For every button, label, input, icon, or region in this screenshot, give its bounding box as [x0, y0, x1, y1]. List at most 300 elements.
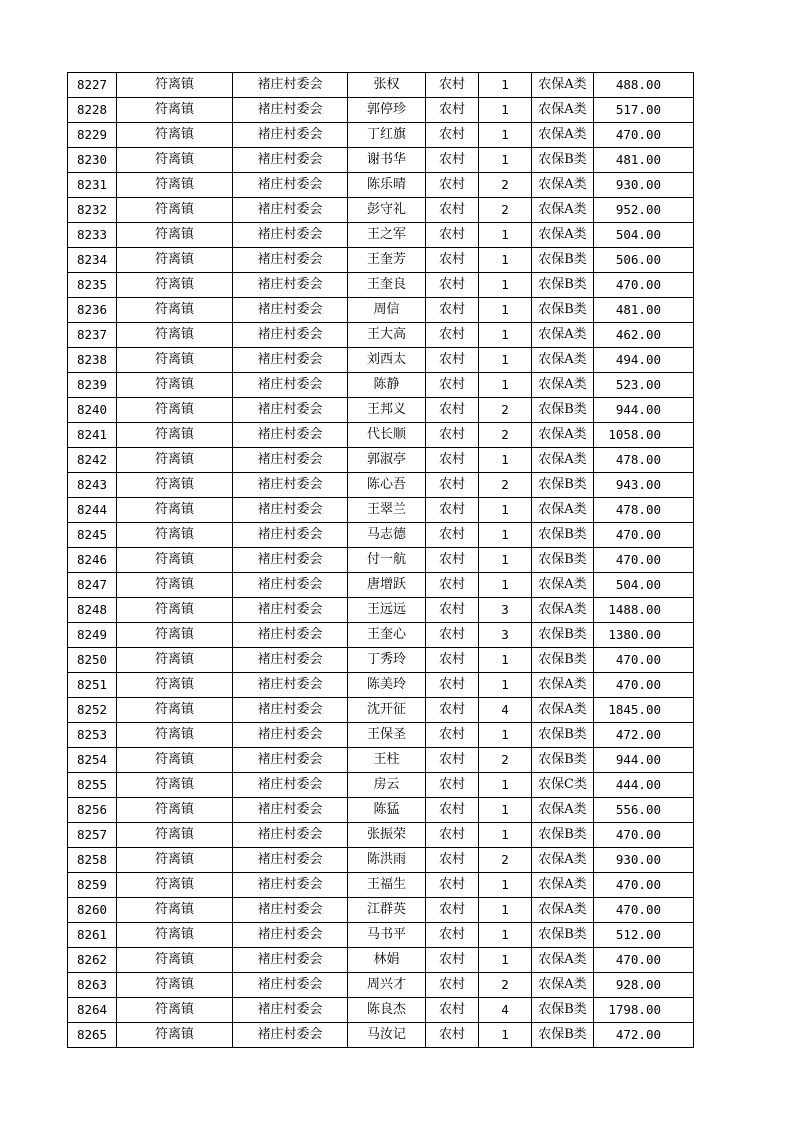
table-row: [68, 448, 694, 473]
village-cell: 褚庄村委会: [233, 823, 348, 848]
amount-cell: 481.00: [594, 298, 694, 323]
insurance-category-cell: 农保B类: [532, 148, 594, 173]
town-cell: 符离镇: [117, 948, 233, 973]
insurance-category-cell: 农保B类: [532, 823, 594, 848]
insurance-category-cell: 农保A类: [532, 898, 594, 923]
insurance-category-cell: 农保A类: [532, 373, 594, 398]
village-cell: 褚庄村委会: [233, 848, 348, 873]
village-cell: 褚庄村委会: [233, 298, 348, 323]
row-id-cell: 8260: [68, 898, 117, 923]
household-count-cell: 1: [479, 323, 532, 348]
row-id-cell: 8256: [68, 798, 117, 823]
village-cell: 褚庄村委会: [233, 873, 348, 898]
area-type-cell: 农村: [426, 473, 479, 498]
insurance-category-cell: 农保A类: [532, 848, 594, 873]
row-id-cell: 8264: [68, 998, 117, 1023]
insurance-category-cell: 农保B类: [532, 248, 594, 273]
area-type-cell: 农村: [426, 73, 479, 98]
area-type-cell: 农村: [426, 998, 479, 1023]
amount-cell: 523.00: [594, 373, 694, 398]
row-id-cell: 8238: [68, 348, 117, 373]
insurance-category-cell: 农保A类: [532, 698, 594, 723]
town-cell: 符离镇: [117, 698, 233, 723]
amount-cell: 494.00: [594, 348, 694, 373]
person-name-cell: 马书平: [348, 923, 426, 948]
area-type-cell: 农村: [426, 373, 479, 398]
insurance-category-cell: 农保A类: [532, 448, 594, 473]
table-row: [68, 773, 694, 798]
insurance-category-cell: 农保B类: [532, 523, 594, 548]
person-name-cell: 林娟: [348, 948, 426, 973]
person-name-cell: 付一航: [348, 548, 426, 573]
amount-cell: 470.00: [594, 873, 694, 898]
amount-cell: 944.00: [594, 398, 694, 423]
village-cell: 褚庄村委会: [233, 773, 348, 798]
amount-cell: 556.00: [594, 798, 694, 823]
household-count-cell: 1: [479, 373, 532, 398]
area-type-cell: 农村: [426, 148, 479, 173]
table-row: [68, 573, 694, 598]
town-cell: 符离镇: [117, 98, 233, 123]
insurance-category-cell: 农保A类: [532, 498, 594, 523]
household-count-cell: 2: [479, 398, 532, 423]
table-row: [68, 823, 694, 848]
amount-cell: 488.00: [594, 73, 694, 98]
table-row: [68, 73, 694, 98]
area-type-cell: 农村: [426, 923, 479, 948]
town-cell: 符离镇: [117, 623, 233, 648]
village-cell: 褚庄村委会: [233, 698, 348, 723]
table-row: [68, 598, 694, 623]
amount-cell: 470.00: [594, 273, 694, 298]
village-cell: 褚庄村委会: [233, 648, 348, 673]
amount-cell: 470.00: [594, 648, 694, 673]
area-type-cell: 农村: [426, 123, 479, 148]
table-row: [68, 948, 694, 973]
table-row: [68, 923, 694, 948]
town-cell: 符离镇: [117, 973, 233, 998]
household-count-cell: 2: [479, 423, 532, 448]
village-cell: 褚庄村委会: [233, 673, 348, 698]
town-cell: 符离镇: [117, 223, 233, 248]
town-cell: 符离镇: [117, 598, 233, 623]
row-id-cell: 8229: [68, 123, 117, 148]
person-name-cell: 谢书华: [348, 148, 426, 173]
row-id-cell: 8243: [68, 473, 117, 498]
town-cell: 符离镇: [117, 1023, 233, 1048]
amount-cell: 517.00: [594, 98, 694, 123]
row-id-cell: 8250: [68, 648, 117, 673]
town-cell: 符离镇: [117, 348, 233, 373]
amount-cell: 478.00: [594, 498, 694, 523]
amount-cell: 944.00: [594, 748, 694, 773]
table-row: [68, 498, 694, 523]
amount-cell: 472.00: [594, 1023, 694, 1048]
person-name-cell: 陈美玲: [348, 673, 426, 698]
town-cell: 符离镇: [117, 673, 233, 698]
village-cell: 褚庄村委会: [233, 248, 348, 273]
table-row: [68, 348, 694, 373]
household-count-cell: 2: [479, 173, 532, 198]
household-count-cell: 2: [479, 748, 532, 773]
household-count-cell: 1: [479, 73, 532, 98]
row-id-cell: 8230: [68, 148, 117, 173]
town-cell: 符离镇: [117, 298, 233, 323]
town-cell: 符离镇: [117, 923, 233, 948]
area-type-cell: 农村: [426, 548, 479, 573]
person-name-cell: 王柱: [348, 748, 426, 773]
area-type-cell: 农村: [426, 223, 479, 248]
table-row: [68, 973, 694, 998]
table-row: [68, 1023, 694, 1048]
amount-cell: 472.00: [594, 723, 694, 748]
town-cell: 符离镇: [117, 998, 233, 1023]
town-cell: 符离镇: [117, 73, 233, 98]
household-count-cell: 1: [479, 898, 532, 923]
benefit-table: [67, 72, 694, 1048]
amount-cell: 481.00: [594, 148, 694, 173]
town-cell: 符离镇: [117, 723, 233, 748]
amount-cell: 930.00: [594, 848, 694, 873]
insurance-category-cell: 农保B类: [532, 998, 594, 1023]
town-cell: 符离镇: [117, 248, 233, 273]
insurance-category-cell: 农保A类: [532, 673, 594, 698]
village-cell: 褚庄村委会: [233, 798, 348, 823]
village-cell: 褚庄村委会: [233, 123, 348, 148]
person-name-cell: 张振荣: [348, 823, 426, 848]
amount-cell: 1845.00: [594, 698, 694, 723]
town-cell: 符离镇: [117, 648, 233, 673]
area-type-cell: 农村: [426, 773, 479, 798]
household-count-cell: 1: [479, 773, 532, 798]
row-id-cell: 8259: [68, 873, 117, 898]
area-type-cell: 农村: [426, 323, 479, 348]
insurance-category-cell: 农保B类: [532, 1023, 594, 1048]
table-row: [68, 473, 694, 498]
village-cell: 褚庄村委会: [233, 623, 348, 648]
table-row: [68, 798, 694, 823]
row-id-cell: 8261: [68, 923, 117, 948]
table-row: [68, 898, 694, 923]
area-type-cell: 农村: [426, 248, 479, 273]
table-row: [68, 398, 694, 423]
village-cell: 褚庄村委会: [233, 223, 348, 248]
household-count-cell: 1: [479, 123, 532, 148]
table-row: [68, 673, 694, 698]
person-name-cell: 王奎芳: [348, 248, 426, 273]
area-type-cell: 农村: [426, 648, 479, 673]
insurance-category-cell: 农保B类: [532, 623, 594, 648]
amount-cell: 1798.00: [594, 998, 694, 1023]
row-id-cell: 8265: [68, 1023, 117, 1048]
row-id-cell: 8242: [68, 448, 117, 473]
town-cell: 符离镇: [117, 798, 233, 823]
table-row: [68, 648, 694, 673]
area-type-cell: 农村: [426, 498, 479, 523]
amount-cell: 470.00: [594, 123, 694, 148]
table-row: [68, 723, 694, 748]
area-type-cell: 农村: [426, 798, 479, 823]
row-id-cell: 8240: [68, 398, 117, 423]
insurance-category-cell: 农保A类: [532, 173, 594, 198]
household-count-cell: 1: [479, 273, 532, 298]
town-cell: 符离镇: [117, 848, 233, 873]
area-type-cell: 农村: [426, 348, 479, 373]
village-cell: 褚庄村委会: [233, 598, 348, 623]
area-type-cell: 农村: [426, 698, 479, 723]
person-name-cell: 王大高: [348, 323, 426, 348]
area-type-cell: 农村: [426, 423, 479, 448]
person-name-cell: 郭停珍: [348, 98, 426, 123]
area-type-cell: 农村: [426, 173, 479, 198]
area-type-cell: 农村: [426, 523, 479, 548]
insurance-category-cell: 农保A类: [532, 948, 594, 973]
table-row: [68, 98, 694, 123]
amount-cell: 1488.00: [594, 598, 694, 623]
area-type-cell: 农村: [426, 398, 479, 423]
village-cell: 褚庄村委会: [233, 323, 348, 348]
household-count-cell: 3: [479, 623, 532, 648]
row-id-cell: 8252: [68, 698, 117, 723]
table-row: [68, 373, 694, 398]
village-cell: 褚庄村委会: [233, 523, 348, 548]
household-count-cell: 1: [479, 448, 532, 473]
amount-cell: 504.00: [594, 573, 694, 598]
person-name-cell: 丁红旗: [348, 123, 426, 148]
town-cell: 符离镇: [117, 398, 233, 423]
household-count-cell: 1: [479, 1023, 532, 1048]
table-row: [68, 423, 694, 448]
household-count-cell: 1: [479, 348, 532, 373]
area-type-cell: 农村: [426, 973, 479, 998]
village-cell: 褚庄村委会: [233, 998, 348, 1023]
table-row: [68, 148, 694, 173]
area-type-cell: 农村: [426, 723, 479, 748]
amount-cell: 470.00: [594, 948, 694, 973]
person-name-cell: 王奎良: [348, 273, 426, 298]
amount-cell: 470.00: [594, 898, 694, 923]
town-cell: 符离镇: [117, 823, 233, 848]
area-type-cell: 农村: [426, 573, 479, 598]
person-name-cell: 王保圣: [348, 723, 426, 748]
row-id-cell: 8236: [68, 298, 117, 323]
table-row: [68, 998, 694, 1023]
row-id-cell: 8233: [68, 223, 117, 248]
household-count-cell: 1: [479, 823, 532, 848]
area-type-cell: 农村: [426, 673, 479, 698]
row-id-cell: 8254: [68, 748, 117, 773]
village-cell: 褚庄村委会: [233, 948, 348, 973]
household-count-cell: 4: [479, 998, 532, 1023]
household-count-cell: 1: [479, 248, 532, 273]
town-cell: 符离镇: [117, 898, 233, 923]
village-cell: 褚庄村委会: [233, 448, 348, 473]
row-id-cell: 8232: [68, 198, 117, 223]
household-count-cell: 4: [479, 698, 532, 723]
amount-cell: 930.00: [594, 173, 694, 198]
insurance-category-cell: 农保C类: [532, 773, 594, 798]
town-cell: 符离镇: [117, 273, 233, 298]
table-row: [68, 223, 694, 248]
area-type-cell: 农村: [426, 298, 479, 323]
area-type-cell: 农村: [426, 598, 479, 623]
person-name-cell: 刘西太: [348, 348, 426, 373]
area-type-cell: 农村: [426, 198, 479, 223]
row-id-cell: 8258: [68, 848, 117, 873]
household-count-cell: 1: [479, 223, 532, 248]
row-id-cell: 8245: [68, 523, 117, 548]
row-id-cell: 8255: [68, 773, 117, 798]
household-count-cell: 3: [479, 598, 532, 623]
row-id-cell: 8241: [68, 423, 117, 448]
village-cell: 褚庄村委会: [233, 748, 348, 773]
row-id-cell: 8251: [68, 673, 117, 698]
person-name-cell: 丁秀玲: [348, 648, 426, 673]
row-id-cell: 8247: [68, 573, 117, 598]
table-row: [68, 848, 694, 873]
household-count-cell: 2: [479, 473, 532, 498]
row-id-cell: 8246: [68, 548, 117, 573]
row-id-cell: 8231: [68, 173, 117, 198]
household-count-cell: 1: [479, 573, 532, 598]
amount-cell: 943.00: [594, 473, 694, 498]
town-cell: 符离镇: [117, 198, 233, 223]
person-name-cell: 马汝记: [348, 1023, 426, 1048]
area-type-cell: 农村: [426, 823, 479, 848]
area-type-cell: 农村: [426, 273, 479, 298]
insurance-category-cell: 农保A类: [532, 348, 594, 373]
person-name-cell: 王之军: [348, 223, 426, 248]
insurance-category-cell: 农保A类: [532, 98, 594, 123]
row-id-cell: 8235: [68, 273, 117, 298]
town-cell: 符离镇: [117, 373, 233, 398]
household-count-cell: 2: [479, 848, 532, 873]
insurance-category-cell: 农保A类: [532, 973, 594, 998]
town-cell: 符离镇: [117, 423, 233, 448]
village-cell: 褚庄村委会: [233, 723, 348, 748]
household-count-cell: 1: [479, 548, 532, 573]
area-type-cell: 农村: [426, 873, 479, 898]
table-row: [68, 298, 694, 323]
insurance-category-cell: 农保A类: [532, 598, 594, 623]
table-row: [68, 748, 694, 773]
village-cell: 褚庄村委会: [233, 198, 348, 223]
household-count-cell: 2: [479, 198, 532, 223]
village-cell: 褚庄村委会: [233, 898, 348, 923]
area-type-cell: 农村: [426, 948, 479, 973]
insurance-category-cell: 农保A类: [532, 423, 594, 448]
person-name-cell: 郭淑亭: [348, 448, 426, 473]
amount-cell: 470.00: [594, 523, 694, 548]
person-name-cell: 周信: [348, 298, 426, 323]
household-count-cell: 1: [479, 523, 532, 548]
person-name-cell: 江群英: [348, 898, 426, 923]
insurance-category-cell: 农保B类: [532, 398, 594, 423]
amount-cell: 504.00: [594, 223, 694, 248]
area-type-cell: 农村: [426, 898, 479, 923]
insurance-category-cell: 农保B类: [532, 473, 594, 498]
household-count-cell: 1: [479, 873, 532, 898]
insurance-category-cell: 农保B类: [532, 748, 594, 773]
table-row: [68, 523, 694, 548]
town-cell: 符离镇: [117, 498, 233, 523]
person-name-cell: 陈洪雨: [348, 848, 426, 873]
amount-cell: 470.00: [594, 548, 694, 573]
person-name-cell: 周兴才: [348, 973, 426, 998]
area-type-cell: 农村: [426, 748, 479, 773]
person-name-cell: 陈心吾: [348, 473, 426, 498]
household-count-cell: 1: [479, 948, 532, 973]
insurance-category-cell: 农保A类: [532, 798, 594, 823]
table-row: [68, 623, 694, 648]
insurance-category-cell: 农保A类: [532, 573, 594, 598]
town-cell: 符离镇: [117, 173, 233, 198]
table-row: [68, 323, 694, 348]
table-row: [68, 173, 694, 198]
village-cell: 褚庄村委会: [233, 148, 348, 173]
person-name-cell: 陈良杰: [348, 998, 426, 1023]
amount-cell: 928.00: [594, 973, 694, 998]
town-cell: 符离镇: [117, 323, 233, 348]
row-id-cell: 8237: [68, 323, 117, 348]
insurance-category-cell: 农保B类: [532, 723, 594, 748]
village-cell: 褚庄村委会: [233, 548, 348, 573]
person-name-cell: 王远远: [348, 598, 426, 623]
person-name-cell: 陈静: [348, 373, 426, 398]
village-cell: 褚庄村委会: [233, 373, 348, 398]
household-count-cell: 1: [479, 798, 532, 823]
household-count-cell: 1: [479, 298, 532, 323]
row-id-cell: 8262: [68, 948, 117, 973]
insurance-category-cell: 农保A类: [532, 323, 594, 348]
town-cell: 符离镇: [117, 773, 233, 798]
person-name-cell: 彭守礼: [348, 198, 426, 223]
insurance-category-cell: 农保A类: [532, 873, 594, 898]
row-id-cell: 8257: [68, 823, 117, 848]
amount-cell: 952.00: [594, 198, 694, 223]
amount-cell: 1058.00: [594, 423, 694, 448]
person-name-cell: 王福生: [348, 873, 426, 898]
person-name-cell: 王翠兰: [348, 498, 426, 523]
person-name-cell: 唐增跃: [348, 573, 426, 598]
amount-cell: 1380.00: [594, 623, 694, 648]
town-cell: 符离镇: [117, 573, 233, 598]
household-count-cell: 1: [479, 673, 532, 698]
household-count-cell: 1: [479, 648, 532, 673]
insurance-category-cell: 农保B类: [532, 923, 594, 948]
household-count-cell: 1: [479, 923, 532, 948]
village-cell: 褚庄村委会: [233, 498, 348, 523]
village-cell: 褚庄村委会: [233, 348, 348, 373]
insurance-category-cell: 农保A类: [532, 73, 594, 98]
insurance-category-cell: 农保A类: [532, 223, 594, 248]
town-cell: 符离镇: [117, 748, 233, 773]
person-name-cell: 房云: [348, 773, 426, 798]
household-count-cell: 1: [479, 498, 532, 523]
village-cell: 褚庄村委会: [233, 973, 348, 998]
amount-cell: 470.00: [594, 823, 694, 848]
insurance-category-cell: 农保A类: [532, 123, 594, 148]
household-count-cell: 2: [479, 973, 532, 998]
amount-cell: 470.00: [594, 673, 694, 698]
town-cell: 符离镇: [117, 523, 233, 548]
row-id-cell: 8244: [68, 498, 117, 523]
village-cell: 褚庄村委会: [233, 173, 348, 198]
table-row: [68, 548, 694, 573]
table-row: [68, 873, 694, 898]
row-id-cell: 8228: [68, 98, 117, 123]
household-count-cell: 1: [479, 98, 532, 123]
